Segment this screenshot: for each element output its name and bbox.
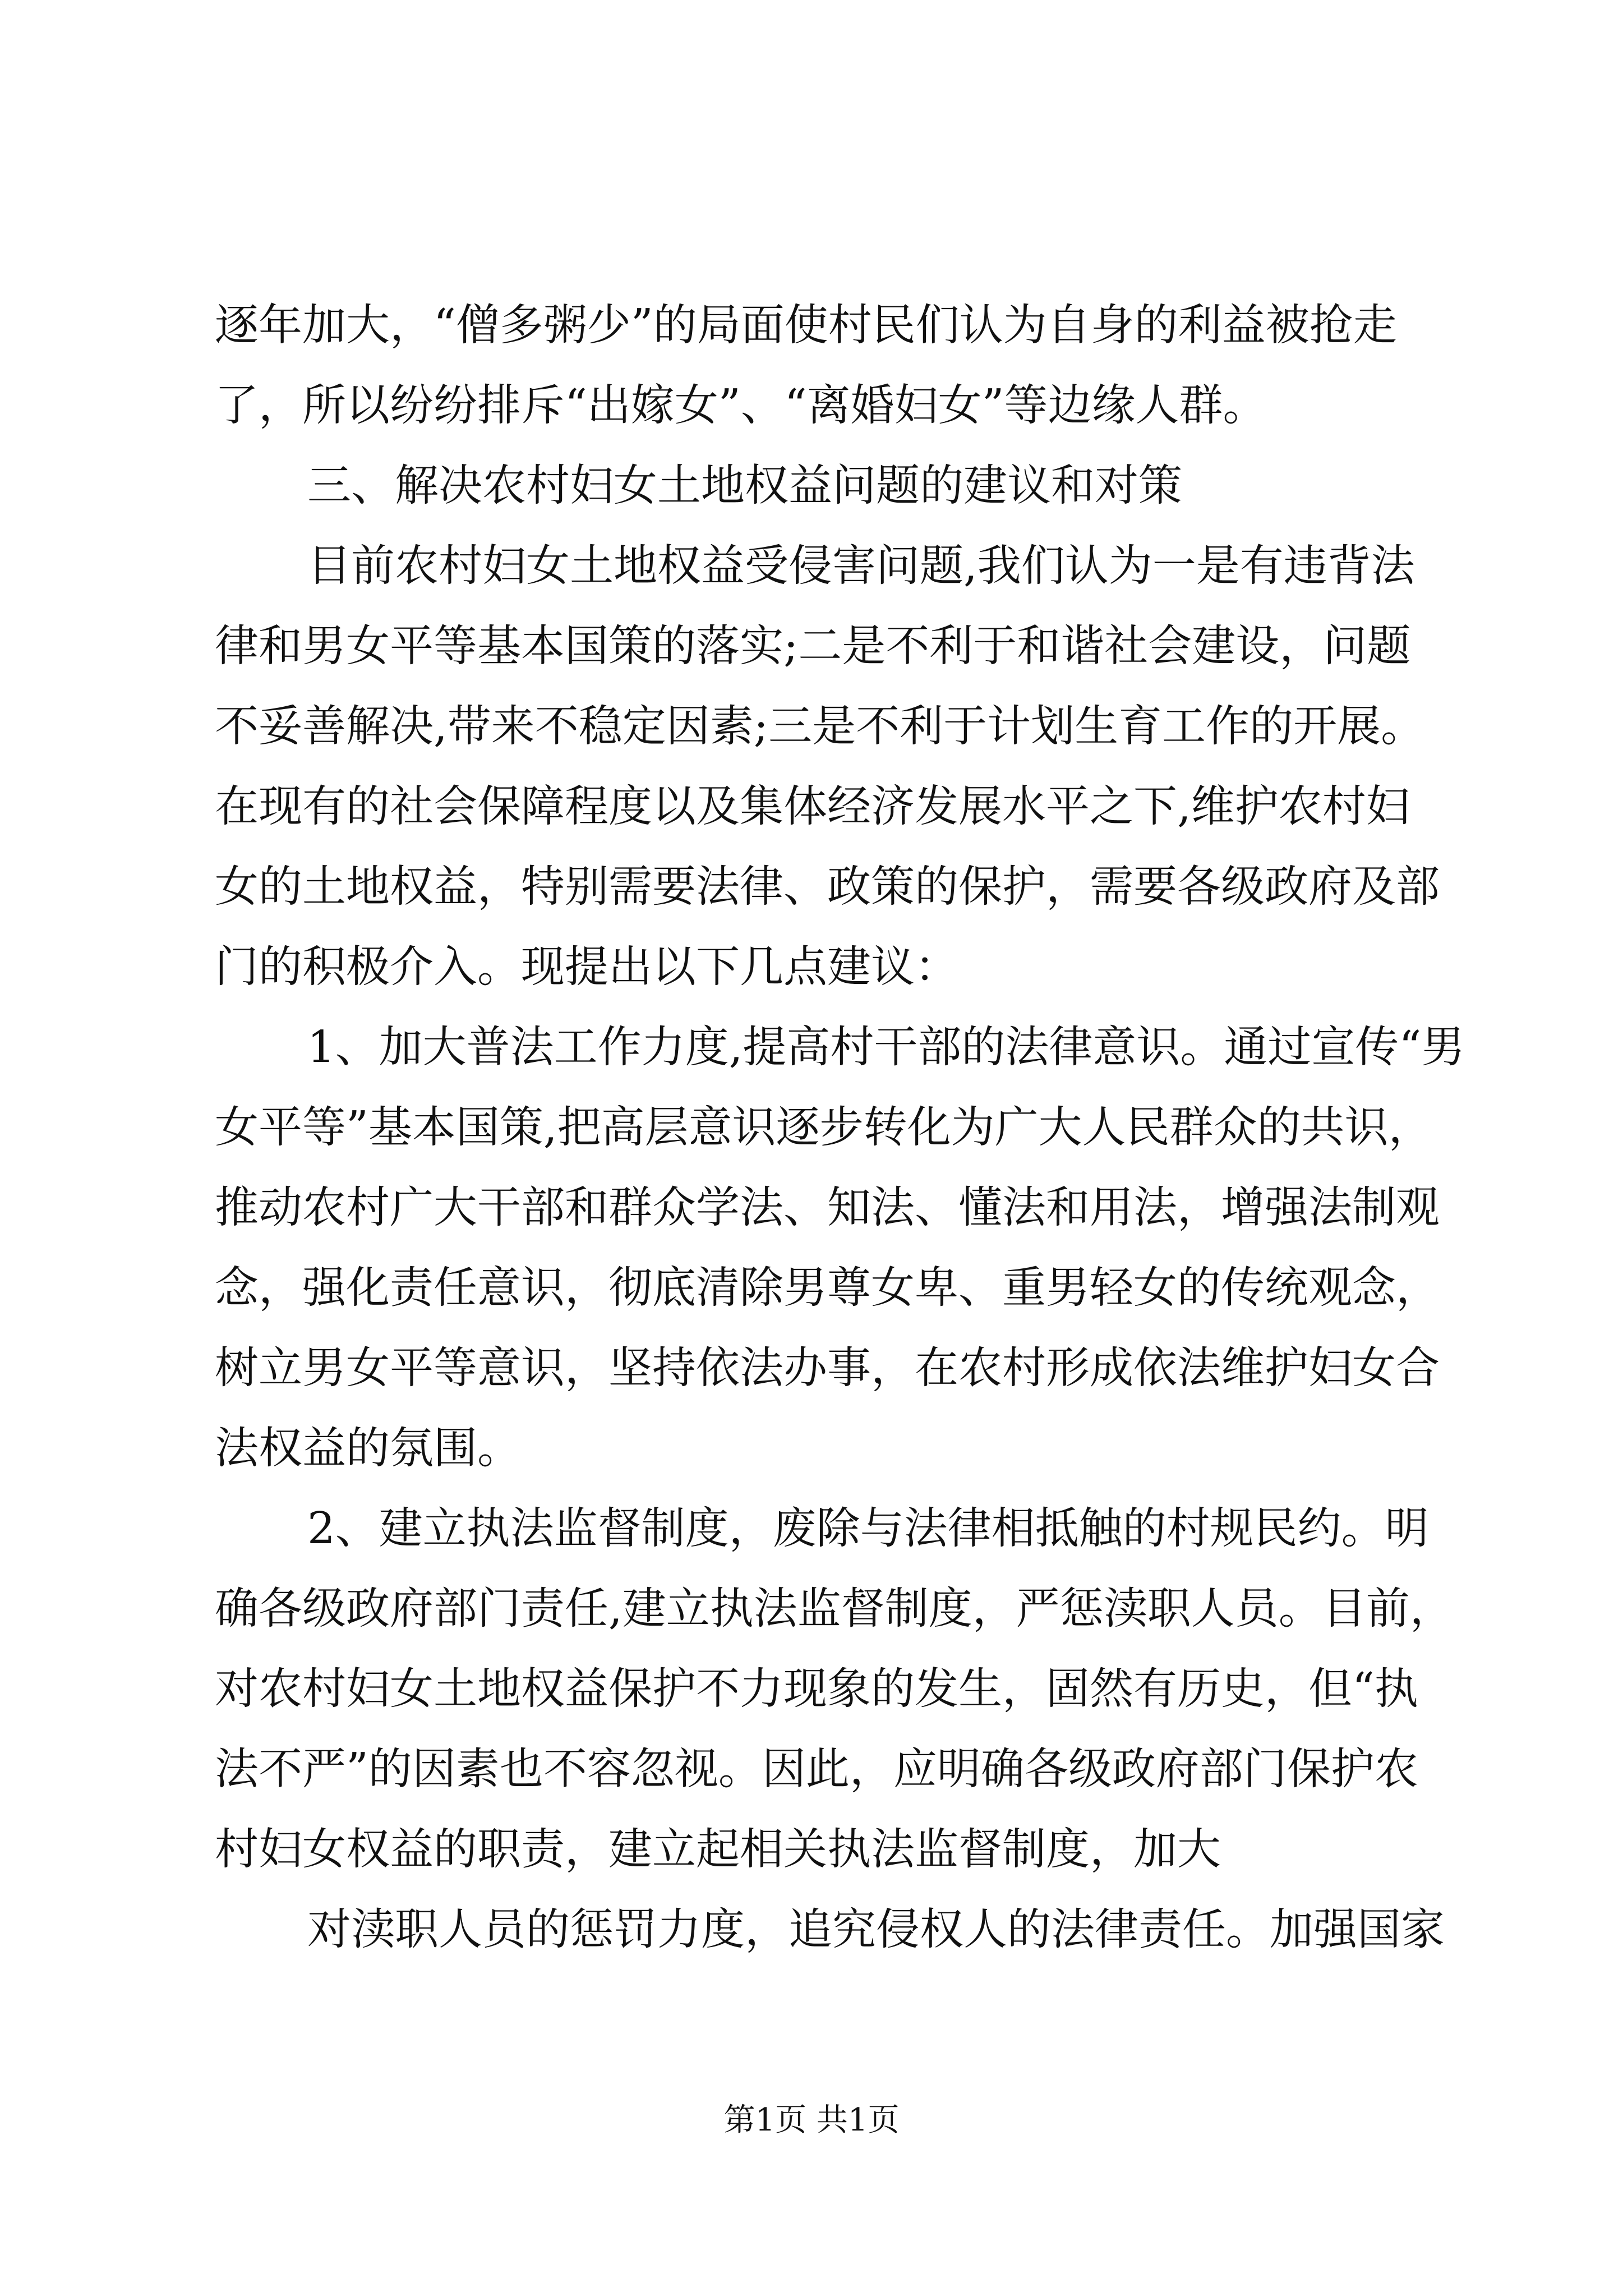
text-line-8: 女的土地权益，特别需要法律、政策的保护，需要各级政府及部 [215, 862, 1440, 912]
text-line-7: 在现有的社会保障程度以及集体经济发展水平之下,维护农村妇 [215, 781, 1410, 832]
text-line-19: 法不严”的因素也不容忽视。因此，应明确各级政府部门保护农 [215, 1744, 1418, 1795]
text-line-12: 推动农村广大干部和群众学法、知法、懂法和用法，增强法制观 [215, 1182, 1440, 1233]
text-line-17: 确各级政府部门责任,建立执法监督制度，严惩渎职人员。目前， [215, 1584, 1454, 1634]
text-line-9: 门的积极介入。现提出以下几点建议： [215, 942, 959, 992]
text-line-4: 目前农村妇女土地权益受侵害问题,我们认为一是有违背法 [307, 541, 1415, 591]
text-line-11: 女平等”基本国策,把高层意识逐步转化为广大人民群众的共识， [215, 1102, 1432, 1153]
text-line-6: 不妥善解决,带来不稳定因素;三是不利于计划生育工作的开展。 [215, 701, 1425, 752]
text-line-18: 对农村妇女土地权益保护不力现象的发生，固然有历史，但“执 [215, 1664, 1418, 1714]
section-heading: 三、解决农村妇女土地权益问题的建议和对策 [307, 461, 1183, 511]
page-footer: 第1页 共1页 [723, 2102, 900, 2138]
text-line-13: 念，强化责任意识，彻底清除男尊女卑、重男轻女的传统观念， [215, 1263, 1440, 1313]
text-line-1: 逐年加大，“僧多粥少”的局面使村民们认为自身的利益被抢走 [215, 300, 1397, 351]
text-line-15: 法权益的氛围。 [215, 1423, 522, 1474]
text-line-16: 2、建立执法监督制度，废除与法律相抵触的村规民约。明 [307, 1503, 1429, 1554]
text-line-14: 树立男女平等意识，坚持依法办事，在农村形成依法维护妇女合 [215, 1343, 1440, 1393]
text-line-10: 1、加大普法工作力度,提高村干部的法律意识。通过宣传“男 [307, 1022, 1465, 1073]
text-line-5: 律和男女平等基本国策的落实;二是不利于和谐社会建设，问题 [215, 621, 1411, 671]
text-line-20: 村妇女权益的职责，建立起相关执法监督制度，加大 [215, 1824, 1221, 1875]
text-line-21: 对渎职人员的惩罚力度，追究侵权人的法律责任。加强国家 [307, 1904, 1445, 1955]
text-line-2: 了，所以纷纷排斥“出嫁女”、“离婚妇女”等边缘人群。 [215, 380, 1267, 431]
